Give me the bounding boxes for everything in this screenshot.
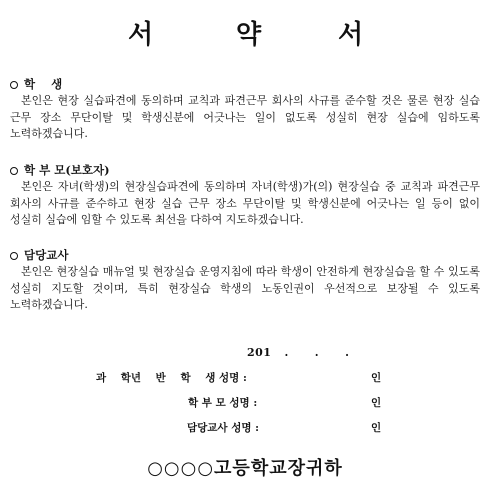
closing-addressee: ○○○○고등학교장귀하 (147, 458, 343, 479)
section-student-heading-text: 학 생 (24, 77, 63, 91)
section-student-heading (10, 76, 480, 93)
circle-bullet-icon (10, 252, 18, 260)
circle-bullet-icon (10, 81, 18, 89)
signature-parent-label: 학 부 모 성명 : (188, 397, 258, 409)
signature-parent (0, 395, 490, 411)
section-teacher-heading (10, 247, 480, 264)
section-parent (10, 162, 480, 229)
section-teacher-body-text: 본인은 현장실습 매뉴얼 및 현장실습 운영지침에 따라 학생이 안전하게 현장실습을 할 수 있도록 성실히 지도할 것이며, 특히 현장실습 학생의 노동인권이 우선적으로 보장될 수 있도록 노력하겠습니다. (10, 265, 480, 311)
title-char-2: 약 (236, 20, 262, 50)
section-teacher-body (10, 264, 480, 314)
signature-student-seal: 인 (371, 372, 382, 384)
section-parent-body-text: 본인은 자녀(학생)의 현장실습파견에 동의하며 자녀(학생)가(의) 현장실습 중 교칙과 파견근무 회사의 사규를 준수하고 현장 실습 근무 장소 무단이탈 및 학생신분에 어긋나는 일 등이 없이 성실히 실습에 임할 수 있도록 최선을 다하여 지도하겠습니다. (10, 180, 480, 226)
signature-student-label: 과 학년 반 학 생 성명 : (96, 372, 247, 384)
signature-parent-seal: 인 (371, 397, 382, 409)
signature-student (0, 370, 490, 386)
circle-bullet-icon (10, 167, 18, 175)
section-parent-heading-text: 학 부 모(보호자) (24, 163, 110, 177)
title-char-1: 서 (128, 20, 154, 50)
title-char-3: 서 (338, 20, 364, 50)
document-title (0, 14, 490, 54)
section-parent-body (10, 179, 480, 229)
section-teacher-heading-text: 담당교사 (24, 248, 69, 262)
date-line: 201 . . . (247, 346, 350, 359)
section-student-body (10, 93, 480, 143)
signature-teacher-label: 담당교사 성명 : (187, 422, 260, 434)
section-student-body-text: 본인은 현장 실습파견에 동의하며 교칙과 파견근무 회사의 사규를 준수할 것은 물론 현장 실습 근무 장소 무단이탈 및 학생신분에 어긋나는 일이 없도록 성실히 현장 실습에 임하도록 노력하겠습니다. (10, 94, 480, 140)
section-student (10, 76, 480, 143)
signature-teacher-seal: 인 (371, 422, 382, 434)
section-parent-heading (10, 162, 480, 179)
section-teacher (10, 247, 480, 314)
signature-teacher (0, 420, 490, 436)
